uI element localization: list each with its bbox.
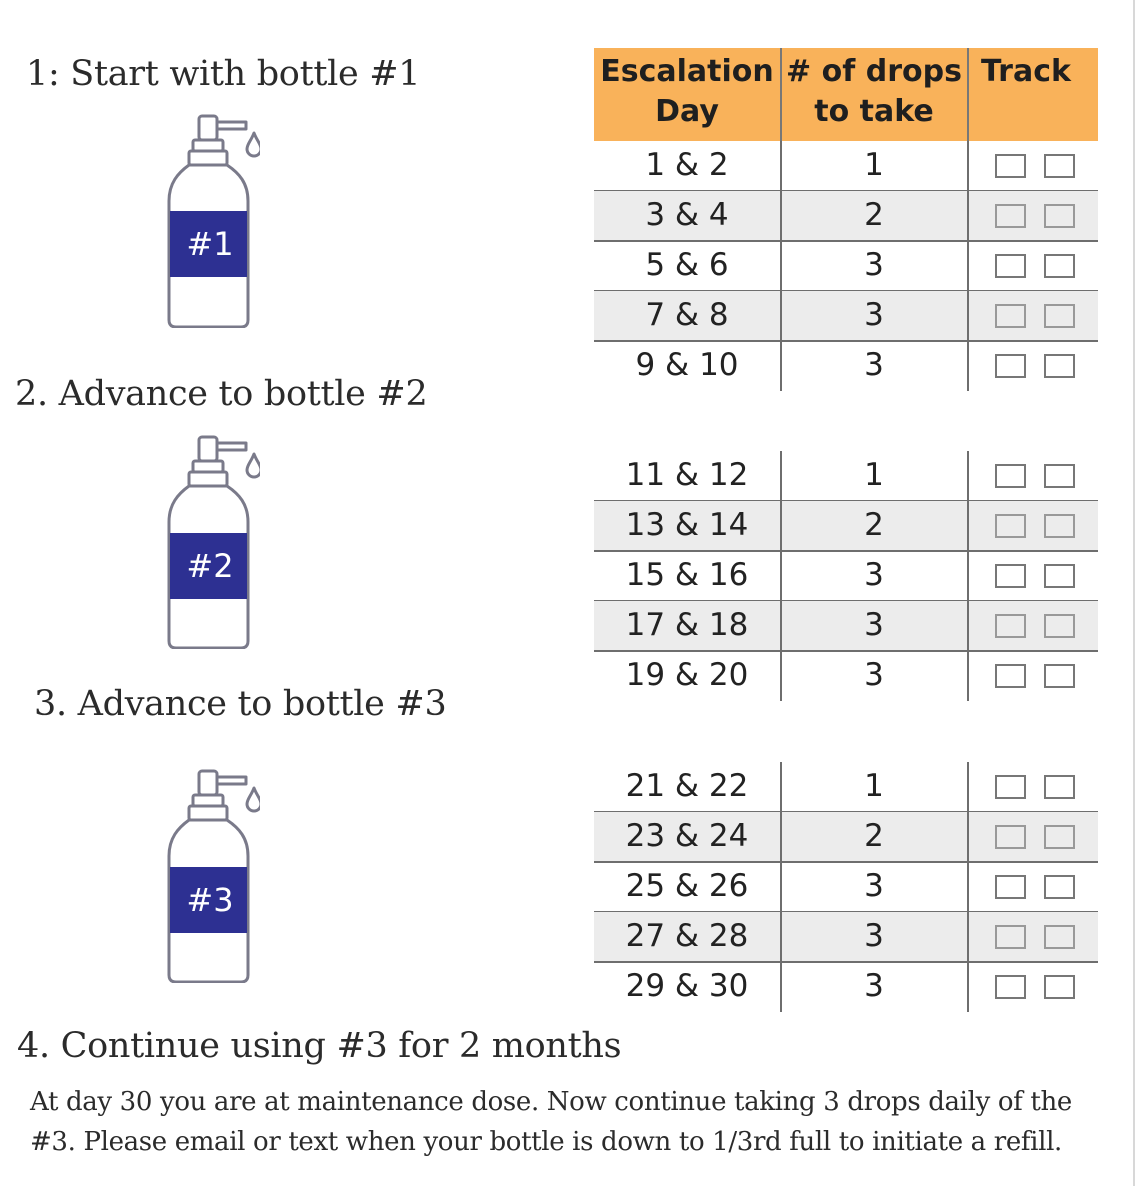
column-divider xyxy=(967,291,969,341)
table-row xyxy=(594,812,1098,862)
escalation-day-cell: 9 & 10 xyxy=(635,347,739,383)
column-divider xyxy=(967,501,969,551)
column-divider xyxy=(967,451,969,501)
drops-cell: 3 xyxy=(864,868,884,904)
track-checkbox-1[interactable] xyxy=(995,875,1026,899)
column-divider xyxy=(967,962,969,1012)
bottle-1 xyxy=(150,113,260,328)
header-track: Track xyxy=(981,54,1071,89)
column-divider xyxy=(780,291,782,341)
escalation-day-cell: 11 & 12 xyxy=(625,457,749,493)
column-divider xyxy=(967,341,969,391)
track-checkbox-1[interactable] xyxy=(995,204,1026,228)
escalation-day-cell: 21 & 22 xyxy=(625,768,749,804)
column-divider xyxy=(967,912,969,962)
track-checkbox-2[interactable] xyxy=(1044,775,1075,799)
drops-cell: 1 xyxy=(864,147,884,183)
drops-cell: 3 xyxy=(864,607,884,643)
track-checkbox-1[interactable] xyxy=(995,614,1026,638)
bottle-3-label: #3 xyxy=(186,881,234,919)
table-row xyxy=(594,501,1098,551)
column-divider xyxy=(780,501,782,551)
column-divider xyxy=(780,862,782,912)
track-checkbox-2[interactable] xyxy=(1044,304,1075,328)
track-checkbox-1[interactable] xyxy=(995,304,1026,328)
column-divider xyxy=(780,812,782,862)
column-divider xyxy=(780,762,782,812)
track-checkbox-2[interactable] xyxy=(1044,514,1075,538)
escalation-day-cell: 3 & 4 xyxy=(645,197,729,233)
bottle-3 xyxy=(150,768,260,983)
track-checkbox-1[interactable] xyxy=(995,354,1026,378)
drops-cell: 3 xyxy=(864,918,884,954)
header-drops-line-1: # of drops xyxy=(786,54,962,89)
track-checkbox-2[interactable] xyxy=(1044,925,1075,949)
bottle-1-label: #1 xyxy=(186,225,234,263)
escalation-day-cell: 25 & 26 xyxy=(625,868,749,904)
step-2-title: 2. Advance to bottle #2 xyxy=(15,374,428,414)
drops-cell: 3 xyxy=(864,557,884,593)
track-checkbox-2[interactable] xyxy=(1044,354,1075,378)
drops-cell: 3 xyxy=(864,247,884,283)
escalation-day-cell: 5 & 6 xyxy=(645,247,729,283)
bottle-2 xyxy=(150,434,260,649)
escalation-day-cell: 19 & 20 xyxy=(625,657,749,693)
track-checkbox-2[interactable] xyxy=(1044,975,1075,999)
track-checkbox-2[interactable] xyxy=(1044,204,1075,228)
escalation-day-cell: 27 & 28 xyxy=(625,918,749,954)
track-checkbox-1[interactable] xyxy=(995,564,1026,588)
escalation-day-cell: 7 & 8 xyxy=(645,297,729,333)
maintenance-instructions xyxy=(30,1082,1120,1162)
column-divider xyxy=(967,551,969,601)
track-checkbox-2[interactable] xyxy=(1044,825,1075,849)
column-divider xyxy=(780,141,782,191)
drops-cell: 3 xyxy=(864,657,884,693)
column-divider xyxy=(967,141,969,191)
escalation-day-cell: 23 & 24 xyxy=(625,818,749,854)
escalation-day-cell: 1 & 2 xyxy=(645,147,729,183)
table-row xyxy=(594,551,1098,601)
column-divider xyxy=(780,451,782,501)
track-checkbox-1[interactable] xyxy=(995,975,1026,999)
drops-cell: 1 xyxy=(864,457,884,493)
column-divider xyxy=(967,601,969,651)
column-divider xyxy=(967,762,969,812)
drops-cell: 3 xyxy=(864,347,884,383)
header-day-line-2: Day xyxy=(655,94,719,129)
table-row xyxy=(594,291,1098,341)
table-row xyxy=(594,912,1098,962)
header-divider xyxy=(780,48,782,141)
column-divider xyxy=(967,812,969,862)
column-divider xyxy=(967,862,969,912)
column-divider xyxy=(780,912,782,962)
track-checkbox-2[interactable] xyxy=(1044,254,1075,278)
table-row xyxy=(594,601,1098,651)
drops-cell: 2 xyxy=(864,507,884,543)
header-divider xyxy=(967,48,969,141)
drops-cell: 3 xyxy=(864,968,884,1004)
track-checkbox-1[interactable] xyxy=(995,154,1026,178)
track-checkbox-2[interactable] xyxy=(1044,564,1075,588)
track-checkbox-1[interactable] xyxy=(995,464,1026,488)
track-checkbox-1[interactable] xyxy=(995,514,1026,538)
track-checkbox-2[interactable] xyxy=(1044,664,1075,688)
table-row xyxy=(594,341,1098,391)
drops-cell: 2 xyxy=(864,818,884,854)
column-divider xyxy=(967,651,969,701)
drops-cell: 2 xyxy=(864,197,884,233)
drops-cell: 1 xyxy=(864,768,884,804)
escalation-day-cell: 29 & 30 xyxy=(625,968,749,1004)
maintenance-line-1: At day 30 you are at maintenance dose. Now continue taking 3 drops daily of the xyxy=(30,1087,1072,1117)
column-divider xyxy=(780,551,782,601)
column-divider xyxy=(780,341,782,391)
table-row xyxy=(594,141,1098,191)
column-divider xyxy=(780,601,782,651)
maintenance-line-2: #3. Please email or text when your bottle is down to 1/3rd full to initiate a refill. xyxy=(30,1127,1062,1157)
step-3-title: 3. Advance to bottle #3 xyxy=(34,684,447,724)
table-row xyxy=(594,962,1098,1012)
track-checkbox-2[interactable] xyxy=(1044,875,1075,899)
table-row xyxy=(594,651,1098,701)
column-divider xyxy=(780,962,782,1012)
table-row xyxy=(594,762,1098,812)
step-1-title: 1: Start with bottle #1 xyxy=(26,54,421,94)
column-divider xyxy=(967,241,969,291)
track-checkbox-1[interactable] xyxy=(995,664,1026,688)
track-checkbox-2[interactable] xyxy=(1044,614,1075,638)
table-row xyxy=(594,451,1098,501)
header-day-line-1: Escalation xyxy=(600,54,774,89)
table-row xyxy=(594,241,1098,291)
track-checkbox-1[interactable] xyxy=(995,925,1026,949)
escalation-day-cell: 15 & 16 xyxy=(625,557,749,593)
track-checkbox-2[interactable] xyxy=(1044,464,1075,488)
step-4-title: 4. Continue using #3 for 2 months xyxy=(17,1026,622,1066)
track-checkbox-1[interactable] xyxy=(995,775,1026,799)
track-checkbox-1[interactable] xyxy=(995,254,1026,278)
header-escalation-day xyxy=(594,48,780,141)
header-drops xyxy=(780,48,968,141)
page-edge-line xyxy=(1133,0,1135,1186)
column-divider xyxy=(967,191,969,241)
track-checkbox-1[interactable] xyxy=(995,825,1026,849)
bottle-2-label: #2 xyxy=(186,547,234,585)
table-row xyxy=(594,862,1098,912)
column-divider xyxy=(780,651,782,701)
escalation-day-cell: 17 & 18 xyxy=(625,607,749,643)
track-checkbox-2[interactable] xyxy=(1044,154,1075,178)
table-row xyxy=(594,191,1098,241)
column-divider xyxy=(780,241,782,291)
escalation-day-cell: 13 & 14 xyxy=(625,507,749,543)
drops-cell: 3 xyxy=(864,297,884,333)
column-divider xyxy=(780,191,782,241)
table-header xyxy=(594,48,1098,141)
header-drops-line-2: to take xyxy=(814,94,934,129)
